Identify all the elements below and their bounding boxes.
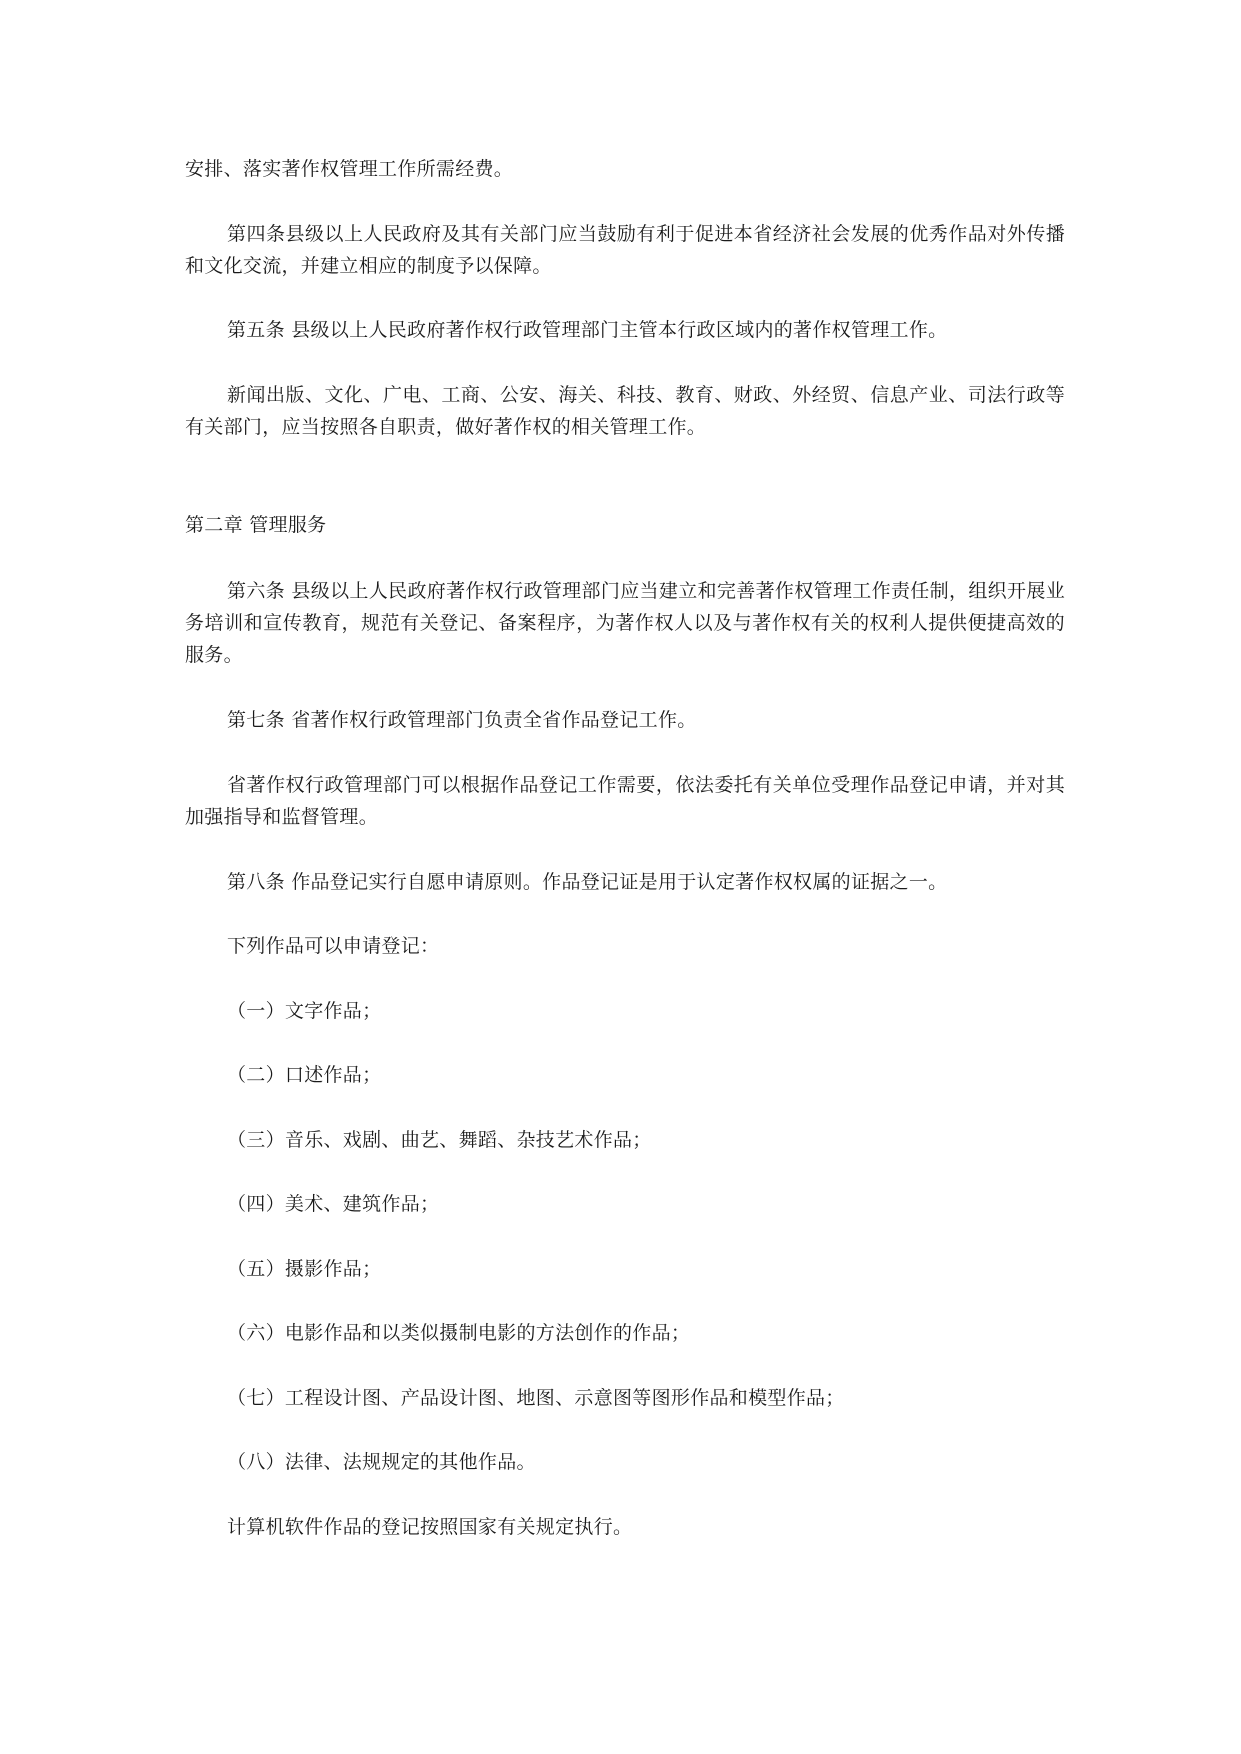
list-item: （三）音乐、戏剧、曲艺、舞蹈、杂技艺术作品； (227, 1129, 652, 1151)
article-8-intro: 下列作品可以申请登记： (227, 935, 440, 957)
article-4: 第四条县级以上人民政府及其有关部门应当鼓励有利于促进本省经济社会发展的优秀作品对外传播和文化交流，并建立相应的制度予以保障。 (185, 223, 1065, 277)
article-6: 第六条 县级以上人民政府著作权行政管理部门应当建立和完善著作权管理工作责任制，组织开展业务培训和宣传教育，规范有关登记、备案程序，为著作权人以及与著作权有关的权利人提供便捷高效的服务。 (185, 580, 1065, 666)
software-note: 计算机软件作品的登记按照国家有关规定执行。 (227, 1516, 633, 1538)
paragraph-fee: 安排、落实著作权管理工作所需经费。 (185, 158, 514, 180)
article-5: 第五条 县级以上人民政府著作权行政管理部门主管本行政区域内的著作权管理工作。 (227, 319, 948, 341)
list-item: （四）美术、建筑作品； (227, 1193, 440, 1215)
list-item: （八）法律、法规规定的其他作品。 (227, 1451, 536, 1473)
chapter-2-title: 第二章 管理服务 (185, 514, 327, 536)
list-item: （五）摄影作品； (227, 1258, 382, 1280)
article-8: 第八条 作品登记实行自愿申请原则。作品登记证是用于认定著作权权属的证据之一。 (227, 871, 948, 893)
list-item: （六）电影作品和以类似摄制电影的方法创作的作品； (227, 1322, 691, 1344)
article-7: 第七条 省著作权行政管理部门负责全省作品登记工作。 (227, 709, 697, 731)
article-7-paragraph-2: 省著作权行政管理部门可以根据作品登记工作需要，依法委托有关单位受理作品登记申请，并对其加强指导和监督管理。 (185, 774, 1065, 828)
list-item: （二）口述作品； (227, 1064, 382, 1086)
article-5-paragraph-2: 新闻出版、文化、广电、工商、公安、海关、科技、教育、财政、外经贸、信息产业、司法行政等有关部门，应当按照各自职责，做好著作权的相关管理工作。 (185, 384, 1065, 438)
list-item: （七）工程设计图、产品设计图、地图、示意图等图形作品和模型作品； (227, 1387, 845, 1409)
list-item: （一）文字作品； (227, 1000, 382, 1022)
